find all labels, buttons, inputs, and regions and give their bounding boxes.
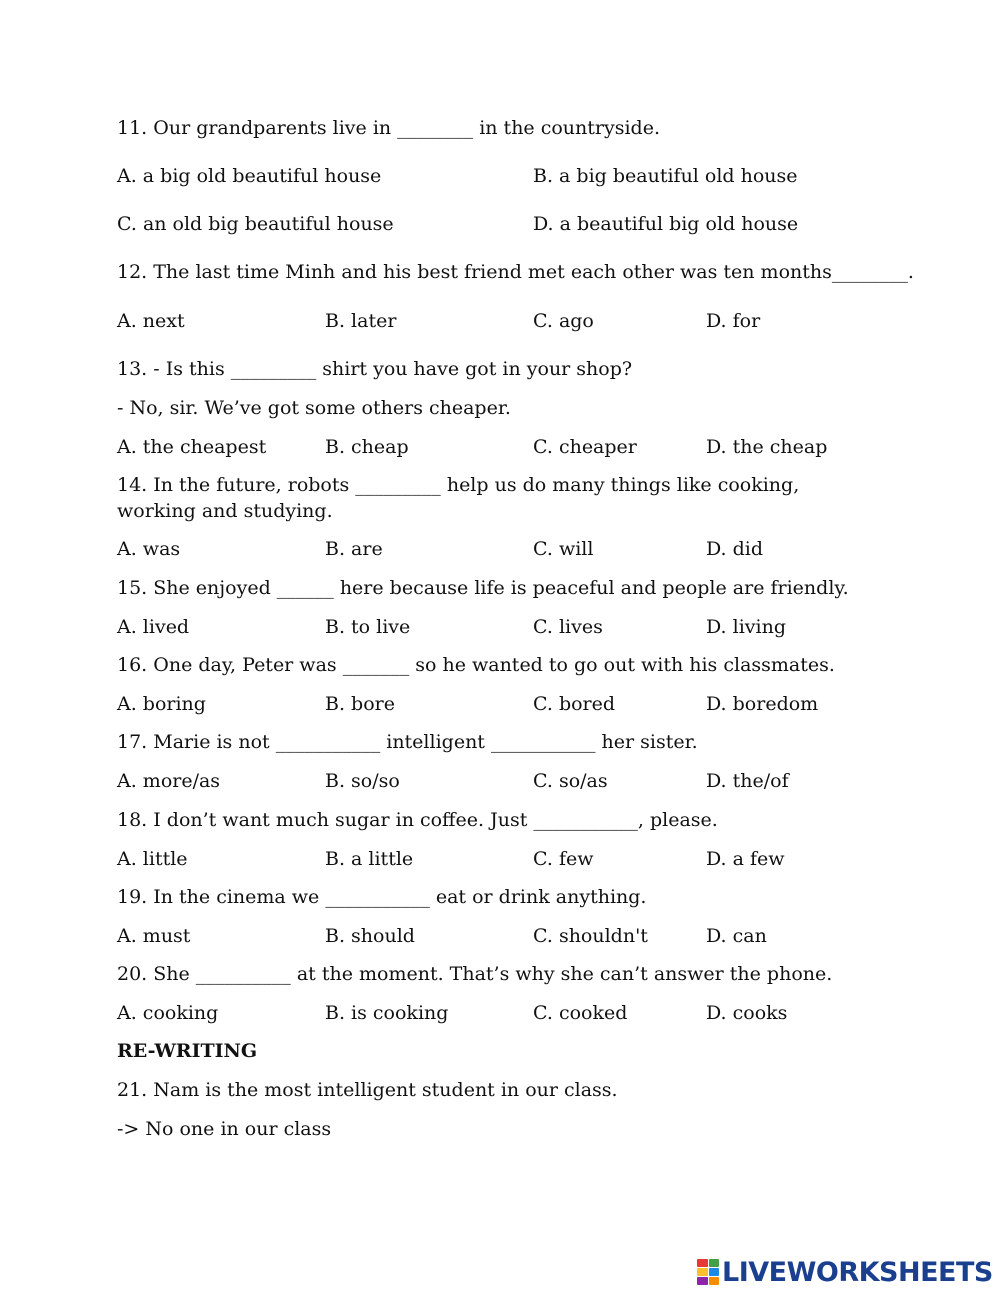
question-13-stem-reply: - No, sir. We’ve got some others cheaper. xyxy=(117,397,511,419)
question-14-stem: 14. In the future, robots _________ help us do many things like cooking, working and studying. xyxy=(117,474,800,522)
question-21-stem: 21. Nam is the most intelligent student in our class. xyxy=(117,1079,618,1101)
question-11-option-a[interactable]: A. a big old beautiful house xyxy=(117,165,382,187)
question-19-option-c[interactable]: C. shouldn't xyxy=(533,925,648,947)
question-11-stem: 11. Our grandparents live in ________ in the countryside. xyxy=(117,117,660,139)
question-12-option-a[interactable]: A. next xyxy=(117,310,185,332)
question-18-option-d[interactable]: D. a few xyxy=(706,848,785,870)
question-16-option-d[interactable]: D. boredom xyxy=(706,693,819,715)
question-16-option-a[interactable]: A. boring xyxy=(117,693,206,715)
question-18-option-b[interactable]: B. a little xyxy=(325,848,414,870)
question-17-option-c[interactable]: C. so/as xyxy=(533,770,608,792)
question-15-stem: 15. She enjoyed ______ here because life is peaceful and people are friendly. xyxy=(117,577,849,599)
question-15-option-a[interactable]: A. lived xyxy=(117,616,190,638)
question-20-option-b[interactable]: B. is cooking xyxy=(325,1002,449,1024)
question-13-option-b[interactable]: B. cheap xyxy=(325,436,409,458)
question-20-option-a[interactable]: A. cooking xyxy=(117,1002,219,1024)
question-13-option-a[interactable]: A. the cheapest xyxy=(117,436,267,458)
question-15-option-d[interactable]: D. living xyxy=(706,616,786,638)
question-14-option-a[interactable]: A. was xyxy=(117,538,181,560)
question-18-option-a[interactable]: A. little xyxy=(117,848,188,870)
question-20-stem: 20. She __________ at the moment. That’s why she can’t answer the phone. xyxy=(117,963,833,985)
question-17-stem: 17. Marie is not ___________ intelligent ___________ her sister. xyxy=(117,731,698,753)
question-17-option-d[interactable]: D. the/of xyxy=(706,770,789,792)
rewriting-heading: RE-WRITING xyxy=(117,1040,258,1062)
question-18-option-c[interactable]: C. few xyxy=(533,848,594,870)
question-13-option-d[interactable]: D. the cheap xyxy=(706,436,828,458)
question-12-option-c[interactable]: C. ago xyxy=(533,310,594,332)
question-17-option-b[interactable]: B. so/so xyxy=(325,770,400,792)
question-13-option-c[interactable]: C. cheaper xyxy=(533,436,637,458)
question-14-option-c[interactable]: C. will xyxy=(533,538,594,560)
question-15-option-c[interactable]: C. lives xyxy=(533,616,603,638)
logo-blocks-icon xyxy=(697,1259,719,1285)
question-12-stem: 12. The last time Minh and his best friend met each other was ten months________. xyxy=(117,261,914,283)
question-13-stem: 13. - Is this _________ shirt you have got in your shop? xyxy=(117,358,633,380)
question-11-option-b[interactable]: B. a big beautiful old house xyxy=(533,165,798,187)
question-12-option-d[interactable]: D. for xyxy=(706,310,761,332)
question-16-option-b[interactable]: B. bore xyxy=(325,693,395,715)
question-14-option-b[interactable]: B. are xyxy=(325,538,383,560)
question-19-option-b[interactable]: B. should xyxy=(325,925,415,947)
liveworksheets-logo xyxy=(697,1257,993,1287)
question-16-option-c[interactable]: C. bored xyxy=(533,693,616,715)
question-14-option-d[interactable]: D. did xyxy=(706,538,764,560)
question-20-option-c[interactable]: C. cooked xyxy=(533,1002,628,1024)
question-11-option-c[interactable]: C. an old big beautiful house xyxy=(117,213,394,235)
question-18-stem: 18. I don’t want much sugar in coffee. Just ___________, please. xyxy=(117,809,718,831)
question-16-stem: 16. One day, Peter was _______ so he wanted to go out with his classmates. xyxy=(117,654,835,676)
logo-text: LIVEWORKSHEETS xyxy=(722,1256,993,1288)
question-11-option-d[interactable]: D. a beautiful big old house xyxy=(533,213,799,235)
question-20-option-d[interactable]: D. cooks xyxy=(706,1002,788,1024)
question-19-option-d[interactable]: D. can xyxy=(706,925,767,947)
question-19-option-a[interactable]: A. must xyxy=(117,925,191,947)
question-17-option-a[interactable]: A. more/as xyxy=(117,770,221,792)
question-15-option-b[interactable]: B. to live xyxy=(325,616,411,638)
question-12-option-b[interactable]: B. later xyxy=(325,310,397,332)
question-19-stem: 19. In the cinema we ___________ eat or drink anything. xyxy=(117,886,647,908)
question-21-answer-prompt[interactable]: -> No one in our class xyxy=(117,1118,332,1140)
